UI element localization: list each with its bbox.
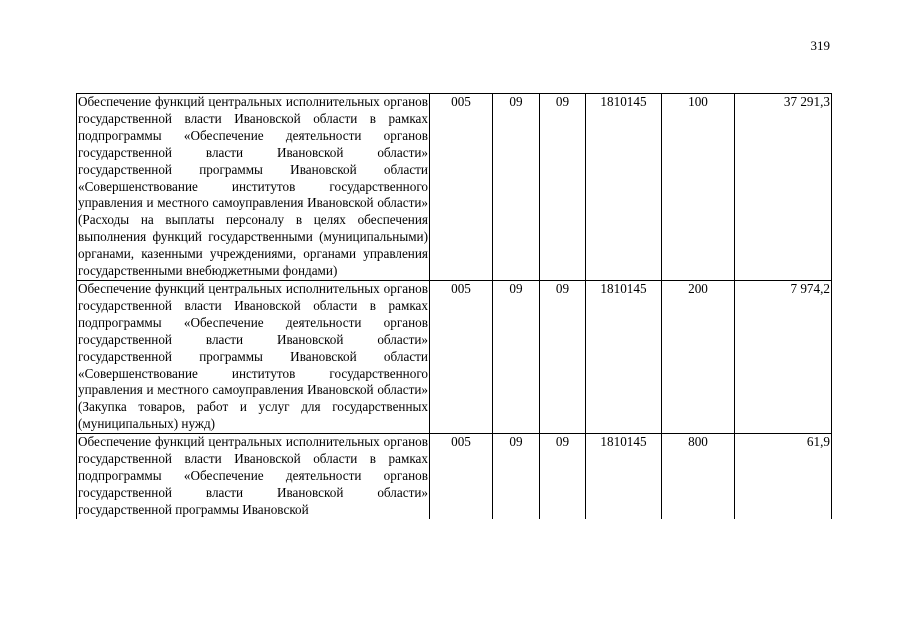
expense-type-code: 100 [662, 94, 735, 281]
expense-type-code: 800 [662, 434, 735, 519]
target-article-code: 1810145 [586, 434, 662, 519]
ministry-code: 005 [430, 94, 493, 281]
table-row [77, 434, 832, 519]
table-row [77, 280, 832, 433]
table-row [77, 94, 832, 281]
section-code: 09 [493, 280, 540, 433]
section-code: 09 [493, 94, 540, 281]
subsection-code: 09 [540, 280, 586, 433]
row-description: Обеспечение функций центральных исполнительных органов государственной власти Ивановской области в рамках подпрограммы «Обеспечение деятельности органов государственной власти Ивановской области» государственной программы Ивановской области «Совершенствование институтов государственного управления и местного самоуправления Ивановской области» (Закупка товаров, работ и услуг для государственных (муниципальных) нужд) [77, 280, 430, 433]
target-article-code: 1810145 [586, 280, 662, 433]
budget-table [76, 93, 832, 519]
page-number: 319 [810, 38, 830, 53]
ministry-code: 005 [430, 434, 493, 519]
amount-value: 7 974,2 [735, 280, 832, 433]
section-code: 09 [493, 434, 540, 519]
target-article-code: 1810145 [586, 94, 662, 281]
row-description: Обеспечение функций центральных исполнительных органов государственной власти Ивановской области в рамках подпрограммы «Обеспечение деятельности органов государственной власти Ивановской области» государственной программы Ивановской [78, 434, 428, 517]
ministry-code: 005 [430, 280, 493, 433]
row-description: Обеспечение функций центральных исполнительных органов государственной власти Ивановской области в рамках подпрограммы «Обеспечение деятельности органов государственной власти Ивановской области» государственной программы Ивановской области «Совершенствование институтов государственного управления и местного самоуправления Ивановской области» (Расходы на выплаты персоналу в целях обеспечения выполнения функций государственными (муниципальными) органами, казенными учреждениями, органами управления государственными внебюджетными фондами) [77, 94, 430, 281]
subsection-code: 09 [540, 94, 586, 281]
amount-value: 37 291,3 [735, 94, 832, 281]
amount-value: 61,9 [735, 434, 832, 519]
subsection-code: 09 [540, 434, 586, 519]
expense-type-code: 200 [662, 280, 735, 433]
